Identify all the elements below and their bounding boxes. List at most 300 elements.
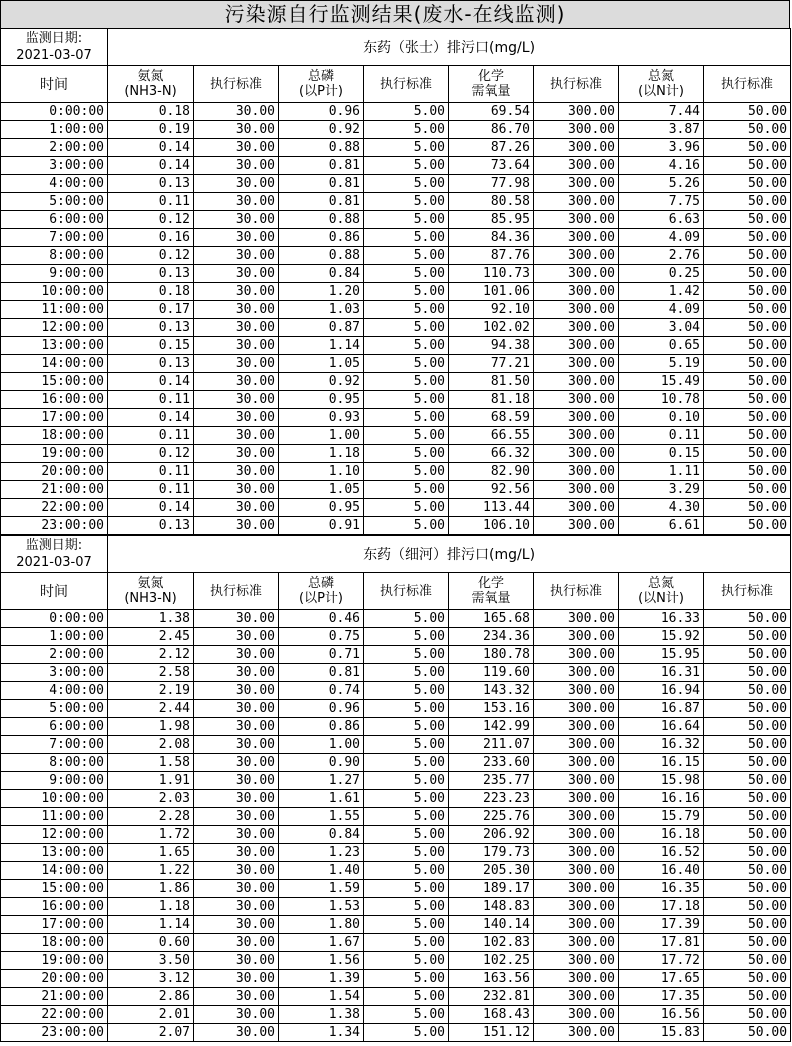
value-cell: 30.00 [194,157,279,175]
header-total-phosphorus [279,66,364,103]
value-cell: 0.81 [279,157,364,175]
value-cell: 5.00 [364,337,449,355]
value-cell: 50.00 [704,772,791,790]
time-cell: 22:00:00 [1,499,108,517]
value-cell: 50.00 [704,898,791,916]
time-cell: 0:00:00 [1,103,108,121]
value-cell: 50.00 [704,610,791,628]
value-cell: 5.00 [364,301,449,319]
value-cell: 69.54 [449,103,534,121]
value-cell: 5.00 [364,808,449,826]
value-cell: 1.34 [279,1024,364,1042]
value-cell: 30.00 [194,283,279,301]
value-cell: 0.14 [108,157,194,175]
table-row [1,139,791,157]
value-cell: 300.00 [534,952,619,970]
value-cell: 50.00 [704,409,791,427]
value-cell: 16.32 [619,736,704,754]
value-cell: 30.00 [194,265,279,283]
value-cell: 50.00 [704,121,791,139]
value-cell: 5.00 [364,718,449,736]
value-cell: 5.00 [364,880,449,898]
time-cell: 14:00:00 [1,355,108,373]
header-total-phosphorus-line-2: (以P计) [299,591,343,606]
header-ammonia [108,66,194,103]
value-cell: 300.00 [534,157,619,175]
value-cell: 300.00 [534,790,619,808]
value-cell: 30.00 [194,499,279,517]
value-cell: 1.55 [279,808,364,826]
value-cell: 2.07 [108,1024,194,1042]
header-standard: 执行标准 [534,573,619,610]
value-cell: 1.39 [279,970,364,988]
value-cell: 0.60 [108,934,194,952]
table-row [1,916,791,934]
value-cell: 16.16 [619,790,704,808]
value-cell: 1.23 [279,844,364,862]
value-cell: 84.36 [449,229,534,247]
outlet-name: 东药（张士）排污口(mg/L) [108,29,791,66]
table-row [1,1024,791,1042]
value-cell: 2.19 [108,682,194,700]
value-cell: 30.00 [194,934,279,952]
value-cell: 2.45 [108,628,194,646]
value-cell: 1.42 [619,283,704,301]
value-cell: 30.00 [194,319,279,337]
time-cell: 18:00:00 [1,427,108,445]
header-cod-line-1: 化学 [477,576,504,591]
value-cell: 30.00 [194,463,279,481]
value-cell: 50.00 [704,391,791,409]
value-cell: 5.00 [364,481,449,499]
header-time: 时间 [1,573,108,610]
value-cell: 50.00 [704,1006,791,1024]
value-cell: 30.00 [194,772,279,790]
table-row [1,193,791,211]
time-cell: 18:00:00 [1,934,108,952]
value-cell: 0.15 [619,445,704,463]
value-cell: 15.79 [619,808,704,826]
value-cell: 1.27 [279,772,364,790]
value-cell: 5.00 [364,826,449,844]
header-ammonia-line-1: 氨氮 [137,576,164,591]
value-cell: 50.00 [704,790,791,808]
monitor-date-cell [1,29,108,66]
value-cell: 30.00 [194,898,279,916]
value-cell: 5.00 [364,463,449,481]
value-cell: 300.00 [534,211,619,229]
value-cell: 30.00 [194,409,279,427]
table-row [1,1006,791,1024]
value-cell: 5.00 [364,391,449,409]
value-cell: 223.23 [449,790,534,808]
value-cell: 300.00 [534,301,619,319]
value-cell: 300.00 [534,682,619,700]
value-cell: 163.56 [449,970,534,988]
value-cell: 50.00 [704,664,791,682]
value-cell: 5.00 [364,445,449,463]
value-cell: 153.16 [449,700,534,718]
value-cell: 7.75 [619,193,704,211]
value-cell: 30.00 [194,103,279,121]
value-cell: 50.00 [704,139,791,157]
table-row [1,988,791,1006]
value-cell: 0.65 [619,337,704,355]
sections-container [0,28,790,1042]
value-cell: 30.00 [194,193,279,211]
value-cell: 5.00 [364,772,449,790]
value-cell: 300.00 [534,265,619,283]
value-cell: 1.10 [279,463,364,481]
value-cell: 50.00 [704,283,791,301]
value-cell: 0.87 [279,319,364,337]
value-cell: 50.00 [704,175,791,193]
value-cell: 30.00 [194,736,279,754]
value-cell: 2.76 [619,247,704,265]
value-cell: 300.00 [534,844,619,862]
value-cell: 50.00 [704,247,791,265]
table-row [1,445,791,463]
value-cell: 30.00 [194,682,279,700]
time-cell: 6:00:00 [1,718,108,736]
value-cell: 5.00 [364,952,449,970]
value-cell: 140.14 [449,916,534,934]
value-cell: 17.35 [619,988,704,1006]
value-cell: 300.00 [534,646,619,664]
time-cell: 19:00:00 [1,952,108,970]
value-cell: 50.00 [704,862,791,880]
value-cell: 5.26 [619,175,704,193]
value-cell: 1.53 [279,898,364,916]
time-cell: 20:00:00 [1,970,108,988]
value-cell: 300.00 [534,826,619,844]
value-cell: 300.00 [534,1006,619,1024]
table-row [1,175,791,193]
table-row [1,517,791,535]
time-cell: 21:00:00 [1,988,108,1006]
value-cell: 50.00 [704,463,791,481]
value-cell: 5.00 [364,1024,449,1042]
table-row [1,355,791,373]
value-cell: 300.00 [534,175,619,193]
value-cell: 30.00 [194,121,279,139]
time-cell: 15:00:00 [1,880,108,898]
value-cell: 3.29 [619,481,704,499]
header-standard: 执行标准 [704,66,791,103]
value-cell: 119.60 [449,664,534,682]
value-cell: 2.01 [108,1006,194,1024]
outlet-name: 东药（细河）排污口(mg/L) [108,536,791,573]
value-cell: 0.11 [108,193,194,211]
value-cell: 15.95 [619,646,704,664]
value-cell: 234.36 [449,628,534,646]
value-cell: 50.00 [704,427,791,445]
value-cell: 142.99 [449,718,534,736]
value-cell: 300.00 [534,139,619,157]
value-cell: 3.50 [108,952,194,970]
value-cell: 5.00 [364,934,449,952]
value-cell: 5.00 [364,265,449,283]
value-cell: 1.38 [108,610,194,628]
value-cell: 235.77 [449,772,534,790]
header-standard: 执行标准 [194,66,279,103]
value-cell: 5.00 [364,1006,449,1024]
value-cell: 5.00 [364,970,449,988]
value-cell: 5.00 [364,898,449,916]
header-time: 时间 [1,66,108,103]
value-cell: 17.18 [619,898,704,916]
value-cell: 4.09 [619,301,704,319]
monitor-date-label: 监测日期: [25,31,83,46]
value-cell: 148.83 [449,898,534,916]
table-row [1,373,791,391]
value-cell: 5.00 [364,988,449,1006]
value-cell: 5.00 [364,319,449,337]
value-cell: 300.00 [534,409,619,427]
value-cell: 50.00 [704,265,791,283]
time-cell: 16:00:00 [1,391,108,409]
value-cell: 5.00 [364,682,449,700]
time-cell: 20:00:00 [1,463,108,481]
value-cell: 0.10 [619,409,704,427]
value-cell: 0.18 [108,283,194,301]
header-standard: 执行标准 [364,66,449,103]
value-cell: 0.81 [279,175,364,193]
time-cell: 23:00:00 [1,517,108,535]
time-cell: 7:00:00 [1,736,108,754]
value-cell: 5.00 [364,229,449,247]
value-cell: 151.12 [449,1024,534,1042]
value-cell: 1.03 [279,301,364,319]
value-cell: 50.00 [704,736,791,754]
table-row [1,481,791,499]
header-ammonia-line-2: (NH3-N) [124,84,177,99]
table-row [1,337,791,355]
value-cell: 50.00 [704,952,791,970]
time-cell: 16:00:00 [1,898,108,916]
value-cell: 5.00 [364,373,449,391]
value-cell: 1.11 [619,463,704,481]
value-cell: 30.00 [194,139,279,157]
value-cell: 30.00 [194,916,279,934]
value-cell: 1.20 [279,283,364,301]
value-cell: 1.65 [108,844,194,862]
value-cell: 4.30 [619,499,704,517]
value-cell: 0.84 [279,826,364,844]
value-cell: 17.65 [619,970,704,988]
value-cell: 300.00 [534,391,619,409]
table-row [1,952,791,970]
value-cell: 300.00 [534,736,619,754]
value-cell: 30.00 [194,1006,279,1024]
value-cell: 5.00 [364,139,449,157]
value-cell: 30.00 [194,229,279,247]
value-cell: 300.00 [534,283,619,301]
value-cell: 0.96 [279,103,364,121]
value-cell: 66.55 [449,427,534,445]
monitor-date-cell [1,536,108,573]
value-cell: 300.00 [534,445,619,463]
value-cell: 30.00 [194,175,279,193]
value-cell: 50.00 [704,628,791,646]
value-cell: 50.00 [704,1024,791,1042]
value-cell: 17.39 [619,916,704,934]
value-cell: 0.92 [279,121,364,139]
time-cell: 23:00:00 [1,1024,108,1042]
value-cell: 50.00 [704,319,791,337]
value-cell: 30.00 [194,790,279,808]
table-row [1,157,791,175]
value-cell: 300.00 [534,229,619,247]
value-cell: 30.00 [194,826,279,844]
value-cell: 17.81 [619,934,704,952]
value-cell: 0.90 [279,754,364,772]
value-cell: 0.17 [108,301,194,319]
value-cell: 1.22 [108,862,194,880]
value-cell: 0.14 [108,139,194,157]
value-cell: 50.00 [704,988,791,1006]
time-cell: 6:00:00 [1,211,108,229]
table-row [1,301,791,319]
value-cell: 16.94 [619,682,704,700]
value-cell: 0.75 [279,628,364,646]
value-cell: 0.13 [108,319,194,337]
table-row [1,700,791,718]
time-cell: 19:00:00 [1,445,108,463]
header-total-phosphorus [279,573,364,610]
table-row [1,229,791,247]
value-cell: 50.00 [704,934,791,952]
value-cell: 300.00 [534,934,619,952]
value-cell: 30.00 [194,718,279,736]
value-cell: 30.00 [194,517,279,535]
value-cell: 5.00 [364,862,449,880]
time-cell: 21:00:00 [1,481,108,499]
header-total-nitrogen-line-1: 总氮 [647,576,674,591]
value-cell: 180.78 [449,646,534,664]
value-cell: 15.92 [619,628,704,646]
value-cell: 50.00 [704,844,791,862]
table-row [1,121,791,139]
value-cell: 30.00 [194,754,279,772]
value-cell: 0.81 [279,664,364,682]
time-cell: 17:00:00 [1,409,108,427]
value-cell: 30.00 [194,646,279,664]
value-cell: 50.00 [704,916,791,934]
value-cell: 1.14 [279,337,364,355]
time-cell: 11:00:00 [1,301,108,319]
value-cell: 2.86 [108,988,194,1006]
table-row [1,844,791,862]
value-cell: 81.18 [449,391,534,409]
value-cell: 1.59 [279,880,364,898]
value-cell: 300.00 [534,319,619,337]
value-cell: 5.00 [364,628,449,646]
table-row [1,211,791,229]
value-cell: 5.00 [364,517,449,535]
value-cell: 300.00 [534,355,619,373]
value-cell: 2.03 [108,790,194,808]
value-cell: 50.00 [704,301,791,319]
value-cell: 50.00 [704,157,791,175]
header-total-nitrogen-line-1: 总氮 [647,69,674,84]
value-cell: 206.92 [449,826,534,844]
table-row [1,736,791,754]
value-cell: 30.00 [194,445,279,463]
value-cell: 30.00 [194,844,279,862]
value-cell: 0.12 [108,211,194,229]
time-cell: 5:00:00 [1,193,108,211]
table-row [1,409,791,427]
value-cell: 0.14 [108,499,194,517]
value-cell: 15.83 [619,1024,704,1042]
table-row [1,682,791,700]
value-cell: 80.58 [449,193,534,211]
value-cell: 92.56 [449,481,534,499]
value-cell: 16.64 [619,718,704,736]
value-cell: 30.00 [194,301,279,319]
value-cell: 50.00 [704,970,791,988]
value-cell: 16.33 [619,610,704,628]
value-cell: 30.00 [194,664,279,682]
monitor-date-value: 2021-03-07 [16,555,92,570]
value-cell: 189.17 [449,880,534,898]
value-cell: 2.08 [108,736,194,754]
value-cell: 2.44 [108,700,194,718]
value-cell: 113.44 [449,499,534,517]
table-row [1,826,791,844]
value-cell: 300.00 [534,481,619,499]
value-cell: 50.00 [704,481,791,499]
header-cod-line-1: 化学 [477,69,504,84]
value-cell: 6.61 [619,517,704,535]
value-cell: 1.05 [279,481,364,499]
table-row [1,319,791,337]
header-ammonia-line-2: (NH3-N) [124,591,177,606]
value-cell: 300.00 [534,898,619,916]
value-cell: 82.90 [449,463,534,481]
header-cod [449,573,534,610]
value-cell: 2.12 [108,646,194,664]
value-cell: 30.00 [194,391,279,409]
value-cell: 50.00 [704,682,791,700]
value-cell: 0.71 [279,646,364,664]
value-cell: 30.00 [194,373,279,391]
value-cell: 50.00 [704,718,791,736]
value-cell: 0.12 [108,247,194,265]
value-cell: 5.00 [364,790,449,808]
value-cell: 0.16 [108,229,194,247]
value-cell: 0.11 [108,427,194,445]
value-cell: 30.00 [194,988,279,1006]
value-cell: 165.68 [449,610,534,628]
value-cell: 5.00 [364,646,449,664]
column-header-row [1,573,791,610]
value-cell: 50.00 [704,754,791,772]
table-row [1,880,791,898]
table-row [1,664,791,682]
value-cell: 1.18 [279,445,364,463]
time-cell: 10:00:00 [1,283,108,301]
value-cell: 5.00 [364,610,449,628]
value-cell: 300.00 [534,610,619,628]
section-table [0,535,791,1042]
time-cell: 3:00:00 [1,157,108,175]
time-cell: 3:00:00 [1,664,108,682]
table-row [1,970,791,988]
value-cell: 300.00 [534,880,619,898]
value-cell: 87.76 [449,247,534,265]
